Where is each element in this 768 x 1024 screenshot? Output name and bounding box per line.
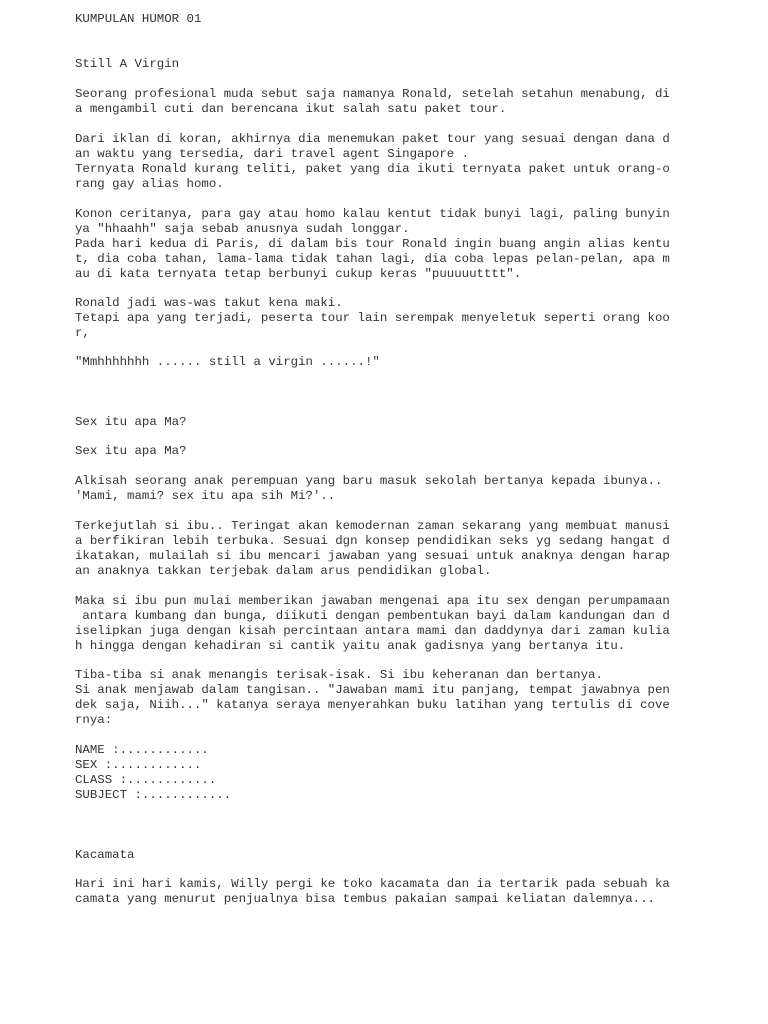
text-line: antara kumbang dan bunga, diikuti dengan pembentukan bayi dalam kandungan dan d [75, 609, 670, 623]
form-line: SUBJECT :............ [75, 788, 232, 802]
text-line: a berfikiran lebih terbuka. Sesuai dgn konsep pendidikan seks yg sedang hangat d [75, 534, 670, 548]
text-line: iselipkan juga dengan kisah percintaan antara mami dan daddynya dari zaman kulia [75, 624, 670, 638]
text-line: Ternyata Ronald kurang teliti, paket yang dia ikuti ternyata paket untuk orang-o [75, 162, 670, 176]
text-line: an anaknya takkan terjebak dalam arus pendidikan global. [75, 564, 492, 578]
punchline: "Mmhhhhhhh ...... still a virgin ......!" [75, 355, 380, 369]
text-line: r, [75, 326, 90, 340]
text-line: Pada hari kedua di Paris, di dalam bis tour Ronald ingin buang angin alias kentu [75, 237, 670, 251]
text-line: Tiba-tiba si anak menangis terisak-isak. Si ibu keheranan dan bertanya. [75, 668, 603, 682]
text-line: rang gay alias homo. [75, 177, 224, 191]
text-line: Sex itu apa Ma? [75, 444, 187, 458]
text-line: dek saja, Niih..." katanya seraya menyerahkan buku latihan yang tertulis di cove [75, 698, 670, 712]
text-line: a mengambil cuti dan berencana ikut salah satu paket tour. [75, 102, 507, 116]
text-line: au di kata ternyata tetap berbunyi cukup keras "puuuuutttt". [75, 267, 522, 281]
text-line: Alkisah seorang anak perempuan yang baru masuk sekolah bertanya kepada ibunya.. [75, 474, 663, 488]
form-line: CLASS :............ [75, 773, 217, 787]
story-title: Sex itu apa Ma? [75, 415, 187, 429]
text-line: Dari iklan di koran, akhirnya dia menemukan paket tour yang sesuai dengan dana d [75, 132, 670, 146]
text-line: Konon ceritanya, para gay atau homo kalau kentut tidak bunyi lagi, paling bunyin [75, 207, 670, 221]
story-title: Still A Virgin [75, 57, 180, 71]
text-line: ikatakan, mulailah si ibu mencari jawaban yang sesuai untuk anaknya dengan harap [75, 549, 670, 563]
text-line: Si anak menjawab dalam tangisan.. "Jawaban mami itu panjang, tempat jawabnya pen [75, 683, 670, 697]
document-header: KUMPULAN HUMOR 01 [75, 12, 202, 26]
text-line: Ronald jadi was-was takut kena maki. [75, 296, 343, 310]
form-line: SEX :............ [75, 758, 202, 772]
text-line: camata yang menurut penjualnya bisa tembus pakaian sampai keliatan dalemnya... [75, 892, 655, 906]
text-line: an waktu yang tersedia, dari travel agent Singapore . [75, 147, 470, 161]
text-line: t, dia coba tahan, lama-lama tidak tahan lagi, dia coba lepas pelan-pelan, apa m [75, 252, 670, 266]
text-line: Hari ini hari kamis, Willy pergi ke toko kacamata dan ia tertarik pada sebuah ka [75, 877, 670, 891]
text-line: 'Mami, mami? sex itu apa sih Mi?'.. [75, 489, 336, 503]
text-line: Tetapi apa yang terjadi, peserta tour lain serempak menyeletuk seperti orang koo [75, 311, 670, 325]
text-line: Maka si ibu pun mulai memberikan jawaban mengenai apa itu sex dengan perumpamaan [75, 594, 670, 608]
story-title: Kacamata [75, 848, 135, 862]
text-line: Terkejutlah si ibu.. Teringat akan kemodernan zaman sekarang yang membuat manusi [75, 519, 670, 533]
text-line: ya "hhaahh" saja sebab anusnya sudah longgar. [75, 222, 410, 236]
text-line: rnya: [75, 713, 113, 727]
text-line: h hingga dengan kehadiran si cantik yaitu anak gadisnya yang bertanya itu. [75, 639, 626, 653]
form-line: NAME :............ [75, 743, 209, 757]
text-line: Seorang profesional muda sebut saja namanya Ronald, setelah setahun menabung, di [75, 87, 670, 101]
